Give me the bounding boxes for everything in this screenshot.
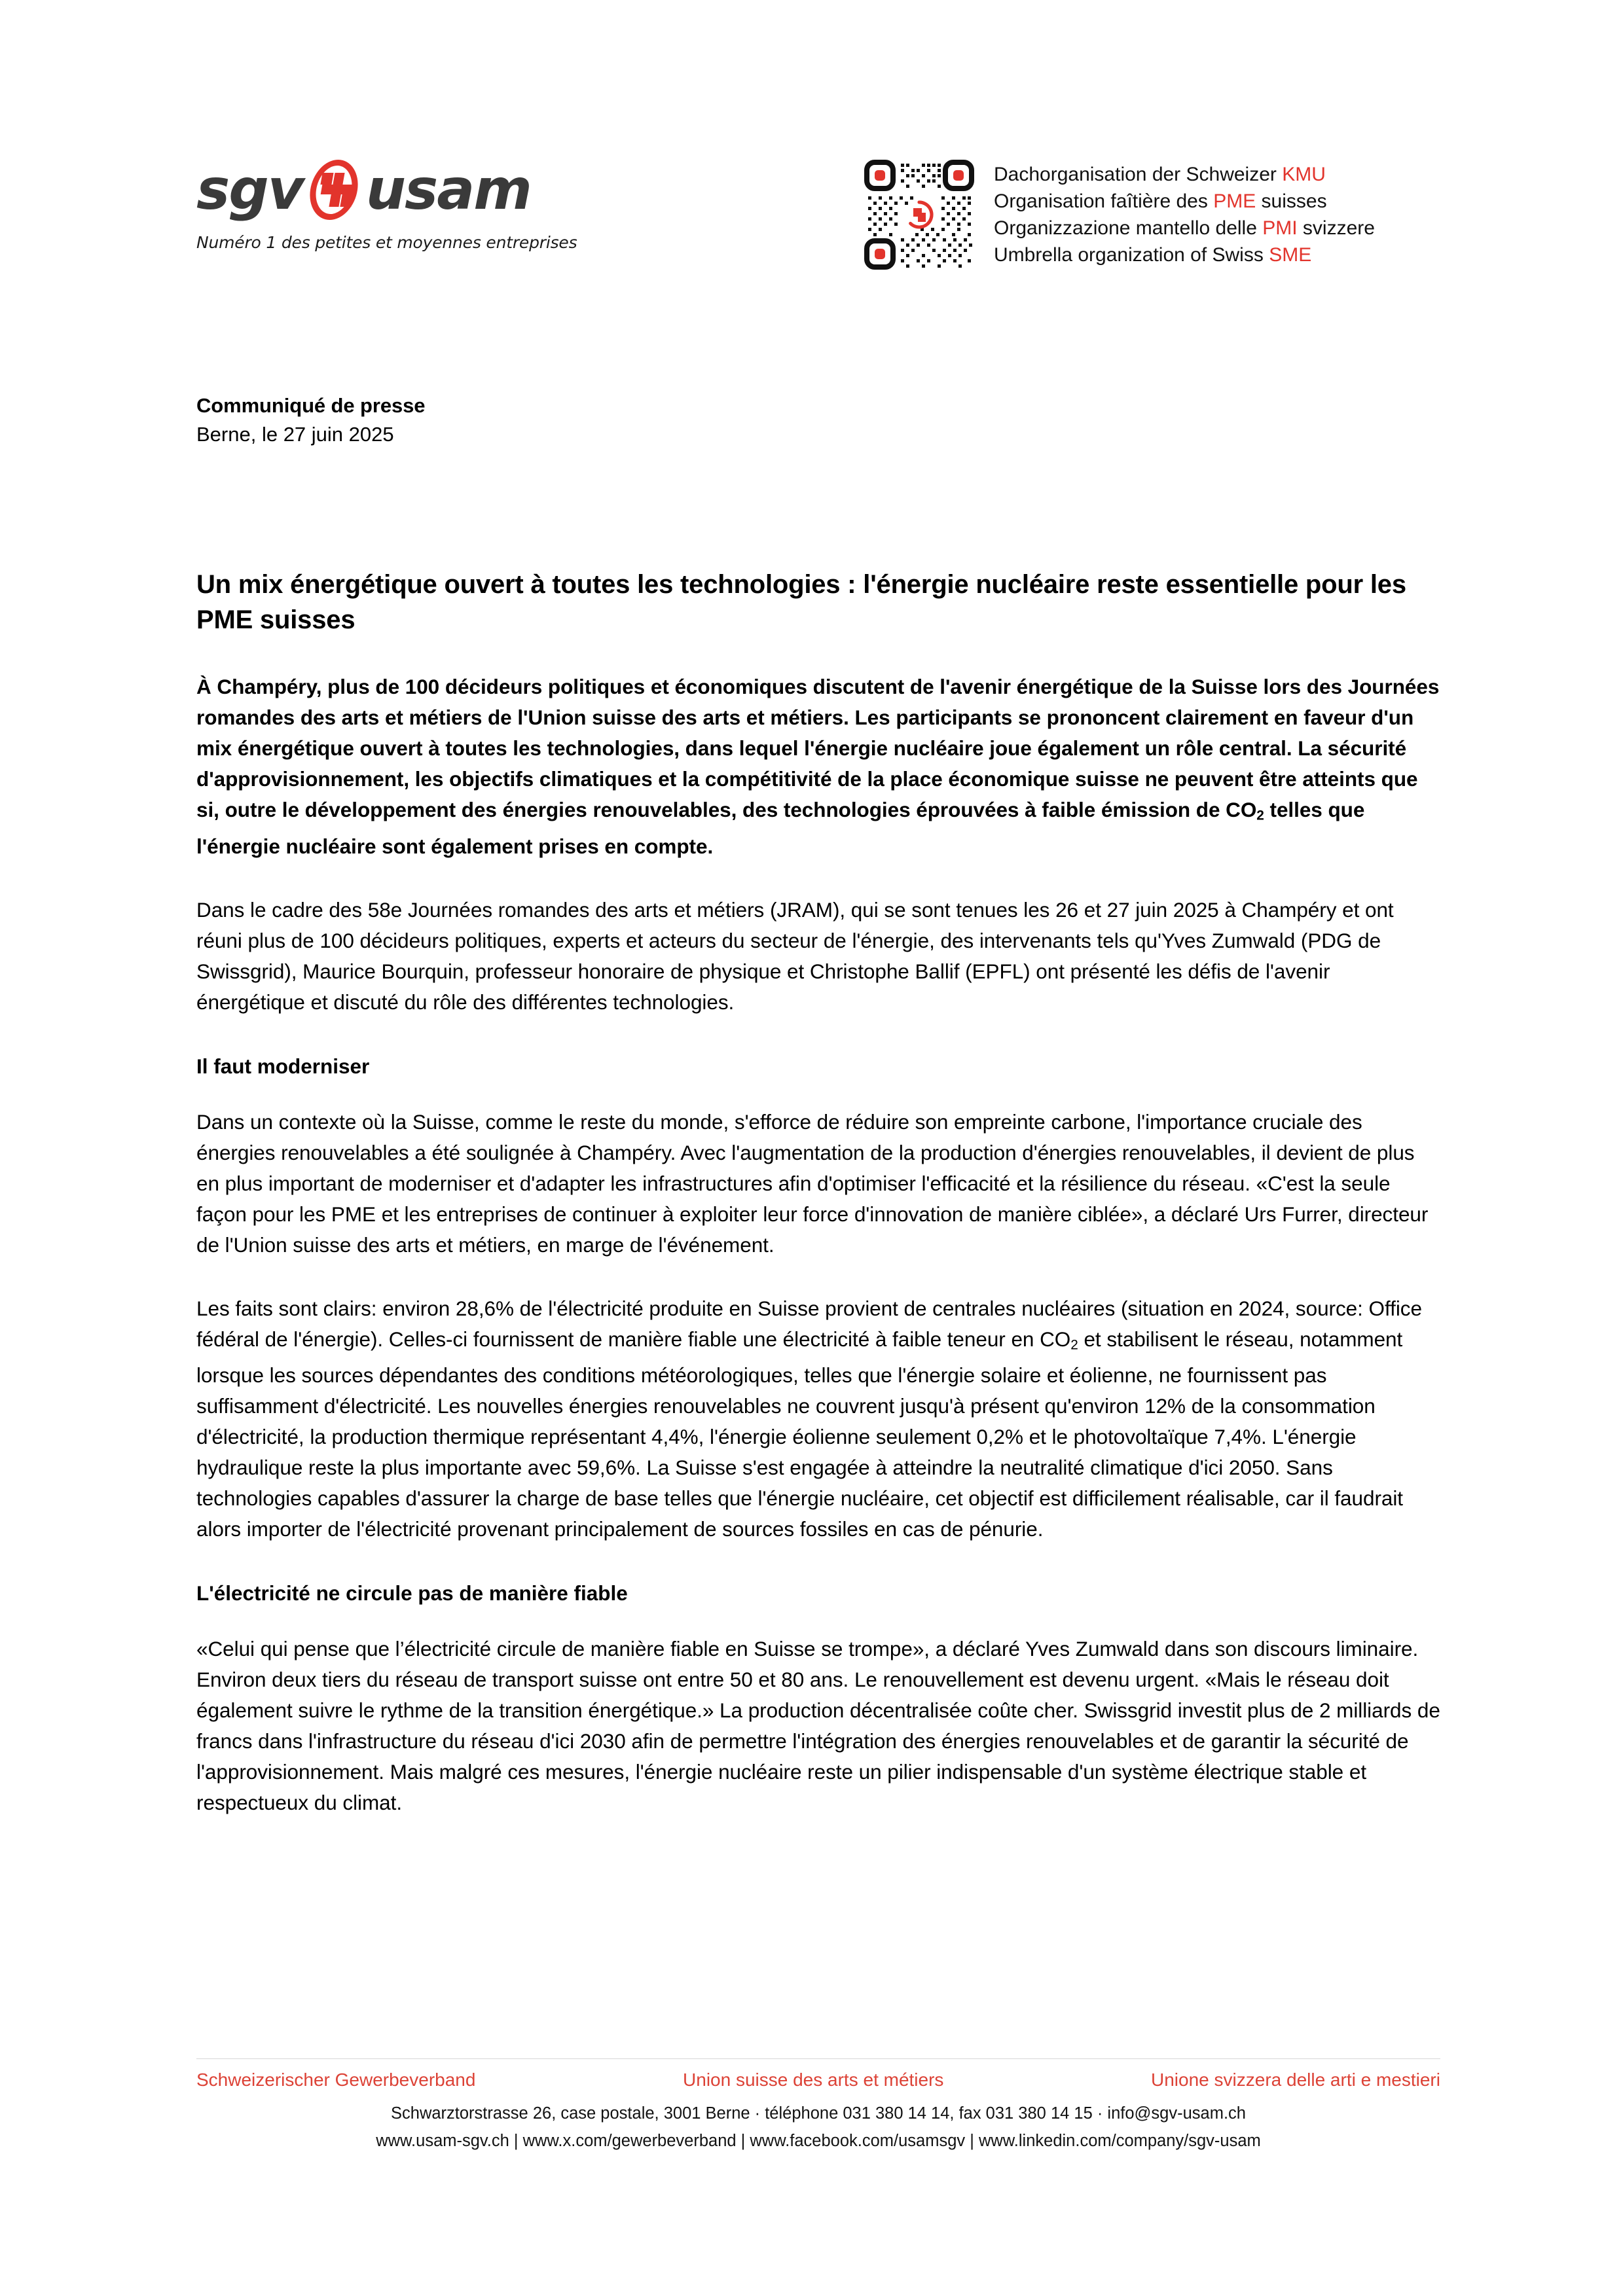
org-line-fr	[994, 188, 1375, 215]
stats-text-part1: Les faits sont clairs: environ 28,6% de l'électricité produite en Suisse provient de centrales nucléaires (situation en 2024, source: Office fédéral de l'énergie). Celles-ci fournissent de manière fiable une électricité à faible teneur en CO	[196, 1296, 1422, 1351]
organization-languages	[994, 158, 1375, 268]
organization-identity	[863, 158, 1375, 271]
logo-text-sgv: sgv	[196, 157, 303, 223]
document-kind: Communiqué de presse	[196, 394, 426, 417]
section1-stats-paragraph	[196, 1293, 1440, 1545]
footer-org-fr: Union suisse des arts et métiers	[683, 2070, 944, 2090]
page-title: Un mix énergétique ouvert à toutes les technologies : l'énergie nucléaire reste essentielle pour les PME suisses	[196, 570, 1406, 634]
dateline: Berne, le 27 juin 2025	[196, 423, 394, 446]
swiss-cross-oval-icon	[308, 158, 363, 221]
org-line-de-prefix: Dachorganisation der Schweizer	[994, 164, 1283, 185]
lead-paragraph	[196, 672, 1440, 862]
org-line-fr-prefix: Organisation faîtière des	[994, 190, 1214, 212]
document-header	[0, 149, 1623, 287]
logo-text-usam: usam	[365, 157, 531, 223]
org-line-en	[994, 242, 1375, 268]
org-line-it	[994, 215, 1375, 242]
footer-divider	[196, 2058, 1440, 2059]
org-line-fr-suffix: suisses	[1256, 190, 1327, 212]
footer-org-de: Schweizerischer Gewerbeverband	[196, 2070, 476, 2090]
org-line-it-acronym: PMI	[1262, 217, 1298, 239]
qr-code-icon[interactable]	[863, 158, 976, 271]
footer-contact-line: Schwarztorstrasse 26, case postale, 3001 Berne · téléphone 031 380 14 14, fax 031 380 14 15 · info@sgv-usam.ch	[391, 2104, 1246, 2123]
org-line-de-acronym: KMU	[1282, 164, 1326, 185]
co2-subscript-lead: 2	[1256, 808, 1264, 823]
org-line-fr-acronym: PME	[1213, 190, 1256, 212]
stats-text-part2: et stabilisent le réseau, notamment lorsque les sources dépendantes des conditions météorologiques, telles que l'énergie solaire et éolienne, ne fournissent pas suffisamment d'électricité. Les nouvelles énergies renouvelables ne couvrent jusqu'à présent qu'environ 12% de la consommation d'électricité, la production thermique représentant 4,4%, l'énergie éolienne seulement 0,2% et le photovoltaïque 7,4%. L'énergie hydraulique reste la plus importante avec 59,6%. La Suisse s'est engagée à atteindre la neutralité climatique d'ici 2050. Sans technologies capables d'assurer la charge de base telles que l'énergie nucléaire, cet objectif est difficilement réalisable, car il faudrait alors importer de l'électricité provenant principalement de sources fossiles en cas de pénurie.	[196, 1327, 1404, 1541]
document-footer	[196, 2058, 1440, 2155]
footer-links-line[interactable]: www.usam-sgv.ch | www.x.com/gewerbeverband | www.facebook.com/usamsgv | www.linkedin.com/company/sgv-usam	[376, 2132, 1261, 2150]
org-line-en-acronym: SME	[1269, 244, 1312, 266]
logo-wordmark	[196, 156, 602, 224]
section-heading-moderniser: Il faut moderniser	[196, 1054, 370, 1078]
document-body	[196, 391, 1440, 1818]
section-heading-electricite: L'électricité ne circule pas de manière fiable	[196, 1581, 628, 1605]
lead-text-part2: telles que l'énergie nucléaire sont également prises en compte.	[196, 798, 1365, 858]
org-line-it-suffix: svizzere	[1297, 217, 1375, 239]
logo-tagline: Numéro 1 des petites et moyennes entreprises	[196, 233, 577, 252]
intro-paragraph: Dans le cadre des 58e Journées romandes des arts et métiers (JRAM), qui se sont tenues les 26 et 27 juin 2025 à Champéry et ont réuni plus de 100 décideurs politiques, experts et acteurs du secteur de l'énergie, des intervenants tels qu'Yves Zumwald (PDG de Swissgrid), Maurice Bourquin, professeur honoraire de physique et Christophe Ballif (EPFL) ont présenté les défis de l'avenir énergétique et discuté du rôle des différentes technologies.	[196, 897, 1394, 1014]
section1-paragraph: Dans un contexte où la Suisse, comme le reste du monde, s'efforce de réduire son empreinte carbone, l'importance cruciale des énergies renouvelables a été soulignée à Champéry. Avec l'augmentation de la production d'énergies renouvelables, il devient de plus en plus important de moderniser et d'adapter les infrastructures afin d'optimiser l'efficacité et la résilience du réseau. «C'est la seule façon pour les PME et les entreprises de continuer à exploiter leur force d'innovation de manière ciblée», a déclaré Urs Furrer, directeur de l'Union suisse des arts et métiers, en marge de l'événement.	[196, 1109, 1429, 1257]
footer-org-it: Unione svizzera delle arti e mestieri	[1151, 2070, 1440, 2090]
org-line-en-prefix: Umbrella organization of Swiss	[994, 244, 1269, 266]
org-line-de	[994, 161, 1375, 188]
org-line-it-prefix: Organizzazione mantello delle	[994, 217, 1263, 239]
section2-paragraph: «Celui qui pense que l’électricité circule de manière fiable en Suisse se trompe», a déclaré Yves Zumwald dans son discours liminaire. Environ deux tiers du réseau de transport suisse ont entre 50 et 80 ans. Le renouvellement est devenu urgent. «Mais le réseau doit également suivre le rythme de la transition énergétique.» La production décentralisée coûte cher. Swissgrid investit plus de 2 milliards de francs dans l'infrastructure du réseau d'ici 2030 afin de permettre l'intégration des énergies renouvelables et de garantir la sécurité de l'approvisionnement. Mais malgré ces mesures, l'énergie nucléaire reste un pilier indispensable d'un système électrique stable et respectueux du climat.	[196, 1637, 1440, 1815]
sgv-usam-logo	[196, 156, 602, 252]
lead-text-part1: À Champéry, plus de 100 décideurs politiques et économiques discutent de l'avenir énergétique de la Suisse lors des Journées romandes des arts et métiers de l'Union suisse des arts et métiers. Les participants se prononcent clairement en faveur d'un mix énergétique ouvert à toutes les technologies, dans lequel l'énergie nucléaire joue également un rôle central. La sécurité d'approvisionnement, les objectifs climatiques et la compétitivité de la place économique suisse ne peuvent être atteints que si, outre le développement des énergies renouvelables, des technologies éprouvées à faible émission de CO	[196, 675, 1440, 821]
footer-organization-names	[196, 2067, 1440, 2093]
co2-subscript-stats: 2	[1070, 1337, 1078, 1353]
